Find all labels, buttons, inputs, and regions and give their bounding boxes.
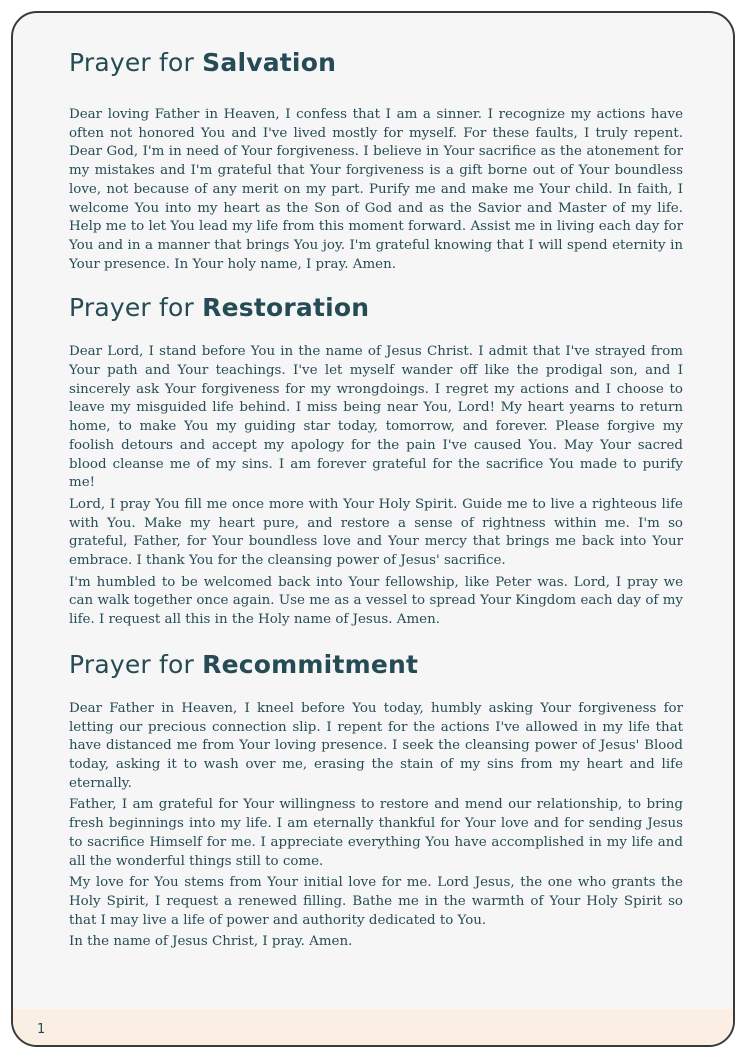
- prayer-paragraph: Lord, I pray You fill me once more with Your Holy Spirit. Guide me to live a righteous life with You. Make my heart pure, and restore a sense of rightness within me. I'm so grateful, Father, for Your boundless love and Your mercy that brings me back into Your embrace. I thank You for the cleansing power of Jesus' sacrifice.: [69, 496, 683, 569]
- footer-band: [13, 1009, 733, 1045]
- section-title: [69, 292, 683, 324]
- section-title-keyword: Salvation: [202, 48, 337, 77]
- section-title: [69, 649, 683, 681]
- document-page: [11, 11, 735, 1047]
- prayer-paragraph: I'm humbled to be welcomed back into Your fellowship, like Peter was. Lord, I pray we can walk together once again. Use me as a vessel to spread Your Kingdom each day of my life. I request all this in the Holy name of Jesus. Amen.: [69, 574, 683, 628]
- section-title-keyword: Restoration: [202, 293, 370, 323]
- section-title-prefix: Prayer for: [69, 649, 203, 679]
- prayer-paragraph: Dear loving Father in Heaven, I confess that I am a sinner. I recognize my actions have often not honored You and I've lived mostly for myself. For these faults, I truly repent. Dear God, I'm in need of Your forgiveness. I believe in Your sacrifice as the atonement for my mistakes and I'm grateful that Your forgiveness is a gift borne out of Your boundless love, not because of any merit on my part. Purify me and make me Your child. In faith, I welcome You into my heart as the Son of God and as the Savior and Master of my life. Help me to let You lead my life from this moment forward. Assist me in living each day for You and in a manner that brings You joy. I'm grateful knowing that I will spend eternity in Your presence. In Your holy name, I pray. Amen.: [69, 107, 683, 272]
- page-content: [69, 47, 683, 952]
- section-title: [69, 47, 683, 79]
- prayer-paragraph: In the name of Jesus Christ, I pray. Amen.: [69, 934, 353, 950]
- prayer-paragraph: Dear Father in Heaven, I kneel before You today, humbly asking Your forgiveness for letting our precious connection slip. I repent for the actions I've allowed in my life that have distanced me from Your loving presence. I seek the cleansing power of Jesus' Blood today, asking it to wash over me, erasing the stain of my sins from my heart and life eternally.: [69, 700, 683, 791]
- page-number: 1: [37, 1022, 46, 1037]
- section-recommitment: [69, 649, 683, 952]
- prayer-paragraph: Dear Lord, I stand before You in the name of Jesus Christ. I admit that I've strayed from Your path and Your teachings. I've let myself wander off like the prodigal son, and I sincerely ask Your forgiveness for my wrongdoings. I regret my actions and I choose to leave my misguided life behind. I miss being near You, Lord! My heart yearns to return home, to make You my guiding star today, tomorrow, and forever. Please forgive my foolish detours and accept my apology for the pain I've caused You. May Your sacred blood cleanse me of my sins. I am forever grateful for the sacrifice You made to purify me!: [69, 344, 683, 491]
- section-salvation: [69, 47, 683, 274]
- prayer-paragraph: Father, I am grateful for Your willingness to restore and mend our relationship, to bring fresh beginnings into my life. I am eternally thankful for Your love and for sending Jesus to sacrifice Himself for me. I appreciate everything You have accomplished in my life and all the wonderful things still to come.: [69, 797, 683, 869]
- section-restoration: [69, 292, 683, 630]
- section-title-prefix: Prayer for: [69, 48, 203, 77]
- section-title-prefix: Prayer for: [69, 293, 203, 323]
- section-title-keyword: Recommitment: [202, 649, 419, 679]
- prayer-paragraph: My love for You stems from Your initial love for me. Lord Jesus, the one who grants the Holy Spirit, I request a renewed filling. Bathe me in the warmth of Your Holy Spirit so that I may live a life of power and authority dedicated to You.: [69, 875, 683, 928]
